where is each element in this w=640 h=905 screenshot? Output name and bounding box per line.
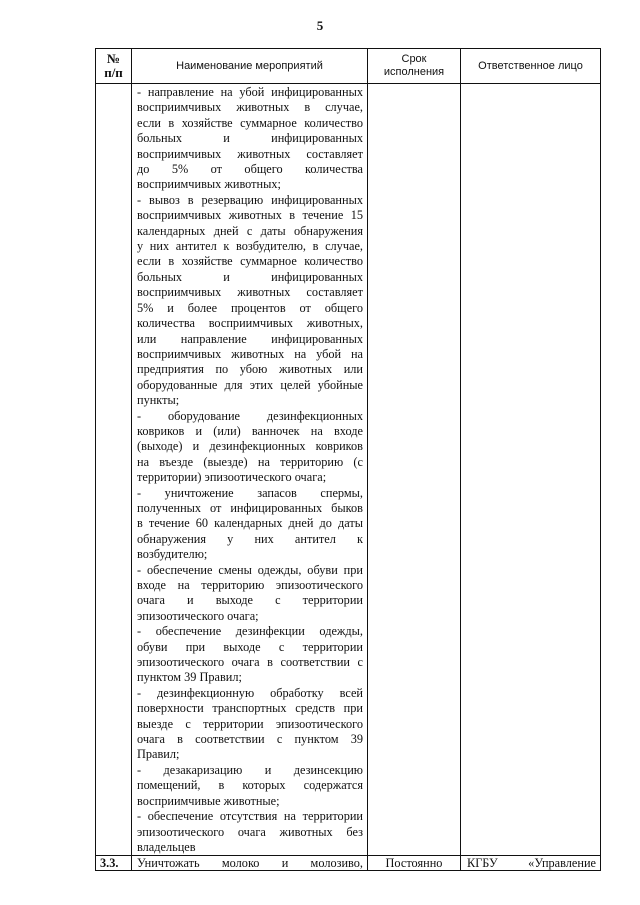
text-line: эпизоотического очага животных без <box>137 824 363 839</box>
measures-table <box>95 48 601 871</box>
table-header-row <box>96 49 601 84</box>
text-line: территории) эпизоотического очага; <box>137 470 327 485</box>
text-line: обуви при выходе с территории <box>137 639 363 654</box>
row-responsible: КГБУ «Управление <box>461 856 601 871</box>
header-term-line1: Срок <box>401 53 427 65</box>
text-line: на въезде (выезде) на территорию (с <box>137 454 363 469</box>
table-row <box>96 84 601 856</box>
text-line: очага в соответствии с пунктом 39 <box>137 732 363 747</box>
text-line: эпизоотического очага в соответствии с <box>137 655 363 670</box>
text-line: предприятия по убою животных или <box>137 362 363 377</box>
header-number <box>96 49 132 84</box>
header-number-symbol: № <box>106 51 121 66</box>
text-line: поверхности транспортных средств при <box>137 701 363 716</box>
text-line: восприимчивых животных в течение 15 <box>137 208 363 223</box>
text-line: - направление на убой инфицированных <box>137 85 363 99</box>
text-line: помещений, в которых содержатся <box>137 778 363 793</box>
text-line: - оборудование дезинфекционных <box>137 408 363 423</box>
text-line: очага и выходе с территории <box>137 593 363 608</box>
text-line: восприимчивых животных; <box>137 177 281 192</box>
table-row <box>96 856 601 871</box>
text-line: - вывоз в резервацию инфицированных <box>137 192 363 207</box>
text-line: входе на территорию эпизоотического <box>137 578 363 592</box>
text-line: Правил; <box>137 747 180 762</box>
text-line: - обеспечение отсутствия на территории <box>137 809 363 824</box>
measures-text <box>132 84 367 855</box>
header-term-line2: исполнения <box>383 66 445 78</box>
text-line: если в хозяйстве суммарное количество <box>137 115 363 130</box>
text-line: больных и инфицированных <box>137 269 363 284</box>
header-number-pp: п/п <box>104 65 123 80</box>
header-name: Наименование мероприятий <box>132 49 368 84</box>
text-line: восприимчивых животных составляет <box>137 285 363 300</box>
row-term: Постоянно <box>368 856 461 871</box>
text-line: календарных дней с даты обнаружения <box>137 223 363 238</box>
text-line: в течение 60 календарных дней до даты <box>137 516 363 531</box>
text-line: до 5% от общего количества <box>137 162 363 177</box>
text-line: больных и инфицированных <box>137 131 363 146</box>
text-line: эпизоотического очага; <box>137 608 259 623</box>
text-line: - обеспечение смены одежды, обуви при <box>137 562 363 577</box>
text-line: владельцев <box>137 839 196 854</box>
row-number-cell <box>96 84 132 856</box>
text-line: возбудителю; <box>137 547 208 562</box>
text-line: если в хозяйстве суммарное количество <box>137 254 363 269</box>
page-number: 5 <box>316 18 324 33</box>
text-line: - обеспечение дезинфекции одежды, <box>137 624 363 639</box>
text-line: количества восприимчивых животных, <box>137 316 363 331</box>
text-line: - уничтожение запасов спермы, <box>137 485 363 500</box>
text-line: восприимчивых животных составляет <box>137 146 363 161</box>
text-line: пункты; <box>137 393 180 408</box>
text-line: (выходе) и дезинфекционных ковриков <box>137 439 363 454</box>
text-line: - дезакаризацию и дезинсекцию <box>137 762 363 777</box>
row-term-cell <box>368 84 461 856</box>
text-line: ковриков и (или) ванночек на входе <box>137 423 363 438</box>
text-line: или направление инфицированных <box>137 331 363 346</box>
text-line: восприимчивых животных в случае, <box>137 100 363 115</box>
text-line: 5% и более процентов от общего <box>137 300 363 315</box>
text-line: восприимчивые животные; <box>137 793 280 808</box>
row-number: 3.3. <box>96 856 132 871</box>
row-name: Уничтожать молоко и молозиво, <box>132 856 368 871</box>
text-line: полученных от инфицированных быков <box>137 500 363 515</box>
header-responsible: Ответственное лицо <box>461 49 601 84</box>
text-line: у них антител к возбудителю, в случае, <box>137 239 363 254</box>
row-name-cell <box>132 84 368 856</box>
text-line: - дезинфекционную обработку всей <box>137 685 363 700</box>
text-line: оборудованные для этих целей убойные <box>137 377 363 392</box>
text-line: обнаружения у них антител к <box>137 531 363 546</box>
text-line: восприимчивых животных на убой на <box>137 346 363 361</box>
header-term <box>368 49 461 84</box>
row-responsible-cell <box>461 84 601 856</box>
text-line: пунктом 39 Правил; <box>137 670 242 685</box>
text-line: выезде с территории эпизоотического <box>137 716 363 731</box>
